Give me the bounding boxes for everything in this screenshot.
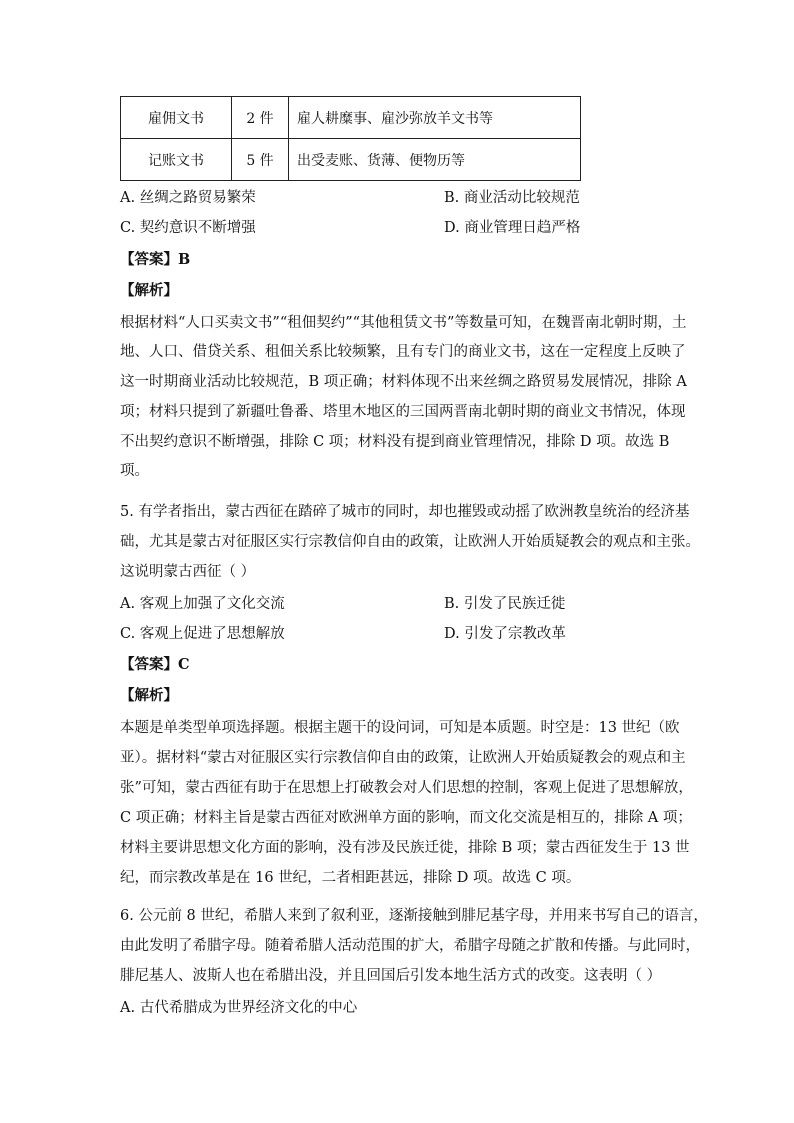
q4-option-a: A. 丝绸之路贸易繁荣 [120,190,256,206]
table-row [121,139,581,181]
q5-analysis-line: C 项正确；材料主旨是蒙古西征对欧洲单方面的影响，而文化交流是相互的，排除 A 项； [120,810,692,826]
q6-stem-line: 腓尼基人、波斯人也在希腊出没，并且回国后引发本地生活方式的改变。这表明（ ） [120,968,662,984]
q5-analysis-line: 亚）。据材料“蒙古对征服区实行宗教信仰自由的政策，让欧洲人开始质疑教会的观点和主 [120,750,686,766]
q4-analysis-line: 项。 [120,463,149,479]
q5-stem-line: 础，尤其是蒙古对征服区实行宗教信仰自由的政策，让欧洲人开始质疑教会的观点和主张。 [120,534,700,550]
q6-stem-line: 6. 公元前 8 世纪，希腊人来到了叙利亚，逐渐接触到腓尼基字母，并用来书写自己的语言， [120,908,708,924]
q5-analysis-label: 【解析】 [120,687,178,704]
document-count-cell: 2 件 [232,97,289,139]
q4-option-d: D. 商业管理日趋严格 [444,220,581,236]
q4-analysis-line: 这一时期商业活动比较规范，B 项正确；材料体现不出来丝绸之路贸易发展情况，排除 A [120,374,687,390]
q4-analysis-line: 不出契约意识不断增强，排除 C 项；材料没有提到商业管理情况，排除 D 项。故选 B [120,434,670,450]
q4-option-c: C. 契约意识不断增强 [120,220,256,236]
q5-analysis-line: 材料主要讲思想文化方面的影响，没有涉及民族迁徙，排除 B 项；蒙古西征发生于 13 世 [120,840,690,856]
q4-analysis-line: 根据材料“人口买卖文书”“租佃契约”“其他租赁文书”等数量可知，在魏晋南北朝时期，土 [120,315,687,331]
table-row [121,97,581,139]
q4-answer: 【答案】B [120,251,191,268]
q5-option-c: C. 客观上促进了思想解放 [120,626,285,642]
q5-analysis-line: 张”可知，蒙古西征有助于在思想上打破教会对人们思想的控制，客观上促进了思想解放， [120,780,693,796]
documents-table [120,96,581,181]
q6-stem-line: 由此发明了希腊字母。随着希腊人活动范围的扩大，希腊字母随之扩散和传播。与此同时， [120,938,700,954]
document-count-cell: 5 件 [232,139,289,181]
q5-analysis-line: 本题是单类型单项选择题。根据主题干的设问词，可知是本质题。时空是：13 世纪（欧 [120,720,680,736]
document-type-cell: 记账文书 [121,139,232,181]
q5-option-b: B. 引发了民族迁徙 [444,596,566,612]
q4-analysis-label: 【解析】 [120,282,178,299]
q5-option-d: D. 引发了宗教改革 [444,626,566,642]
q5-option-a: A. 客观上加强了文化交流 [120,596,285,612]
q4-option-b: B. 商业活动比较规范 [444,190,580,206]
q4-analysis-line: 地、人口、借贷关系、租佃关系比较频繁，且有专门的商业文书，这在一定程度上反映了 [120,344,686,360]
q5-analysis-line: 纪，而宗教改革是在 16 世纪，二者相距甚远，排除 D 项。故选 C 项。 [120,870,581,886]
q5-stem-line: 5. 有学者指出，蒙古西征在踏碎了城市的同时，却也摧毁或动摇了欧洲教皇统治的经济基 [120,504,690,520]
document-examples-cell: 出受麦账、货薄、便物历等 [289,139,581,181]
q4-analysis-line: 项；材料只提到了新疆吐鲁番、塔里木地区的三国两晋南北朝时期的商业文书情况，体现 [120,404,686,420]
q5-answer: 【答案】C [120,656,190,673]
q6-option-a: A. 古代希腊成为世界经济文化的中心 [120,1000,358,1016]
document-examples-cell: 雇人耕糜事、雇沙弥放羊文书等 [289,97,581,139]
q5-stem-line: 这说明蒙古西征（ ） [120,564,256,580]
document-type-cell: 雇佣文书 [121,97,232,139]
